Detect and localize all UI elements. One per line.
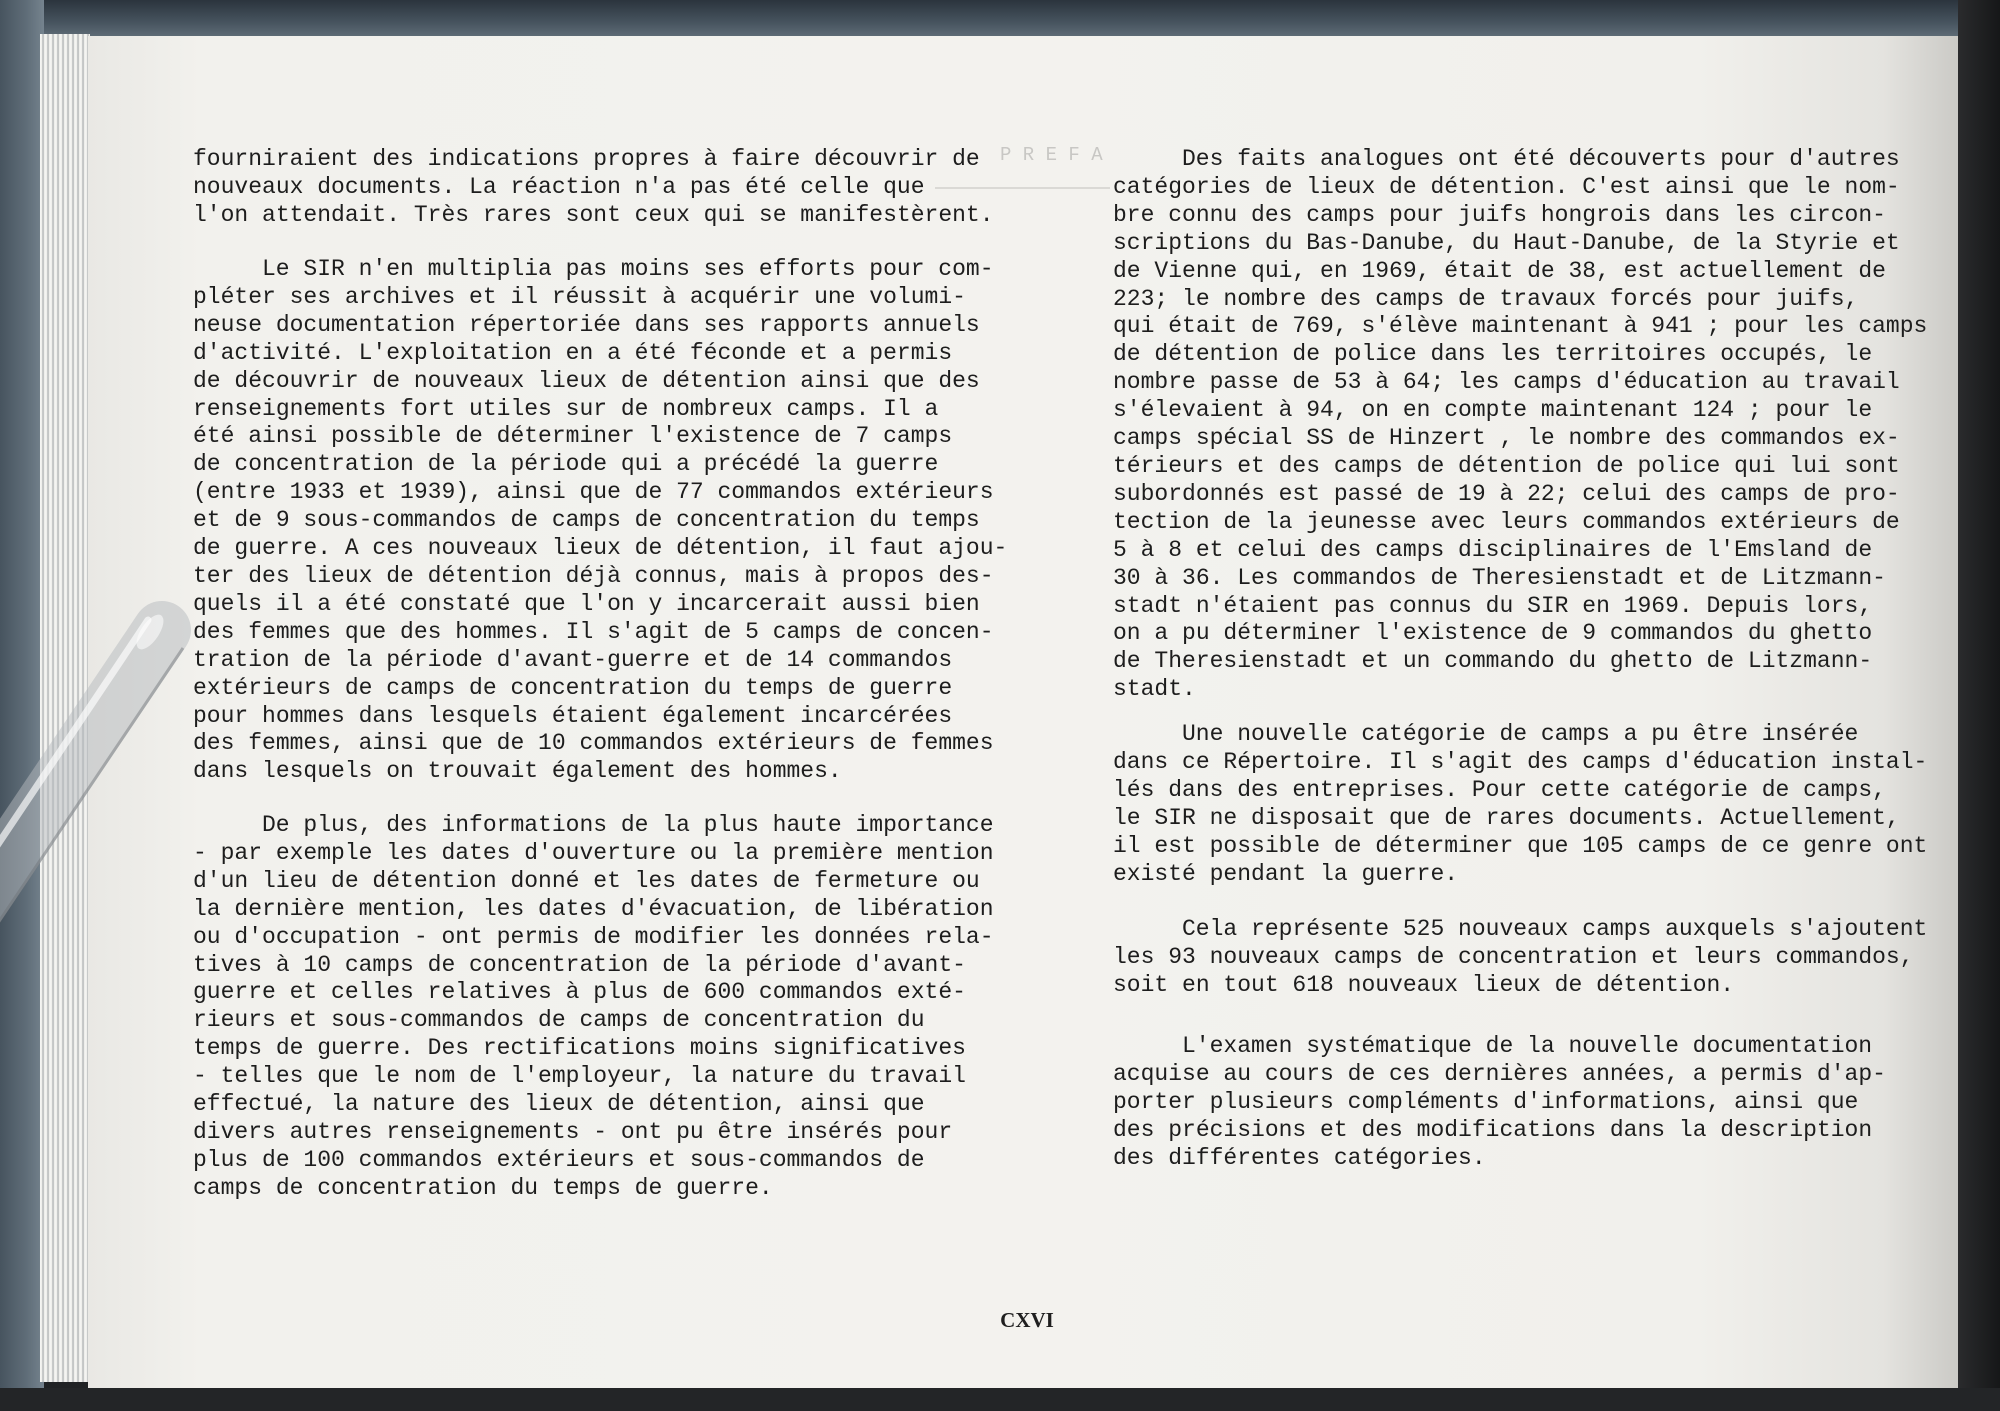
page-number: CXVI xyxy=(1000,1308,1054,1332)
left-text-column xyxy=(193,0,1023,1230)
right-text-column xyxy=(1113,0,1953,1230)
scan-background-right xyxy=(1958,0,2000,1411)
right-paragraph-1: Des faits analogues ont été découverts pour d'autres catégories de lieux de détention. C'est ainsi que le nom- bre connu des camps pour juifs hongrois dans les circon- scriptions du Bas-Danube, du Haut-Danube, de la Styrie et de Vienne qui, en 1969, était de 38, est actuellement de 223; le nombre des camps de travaux forcés pour juifs, qui était de 769, s'élève maintenant à 941 ; pour les camps de détention de police dans les territoires occupés, le nombre passe de 53 à 64; les camps d'éducation au travail s'élevaient à 94, on en compte maintenant 124 ; pour le camps spécial SS de Hinzert , le nombre des commandos ex- térieurs et des camps de détention de police qui lui sont subordonnés est passé de 19 à 22; celui des camps de pro- tection de la jeunesse avec leurs commandos extérieurs de 5 à 8 et celui des camps disciplinaires de l'Emsland de 30 à 36. Les commandos de Theresienstadt et de Litzmann- stadt n'étaient pas connus du SIR en 1969. Depuis lors, on a pu déterminer l'existence de 9 commandos du ghetto de Theresienstadt et un commando du ghetto de Litzmann- stadt. xyxy=(1113,146,1928,703)
right-paragraph-2: Une nouvelle catégorie de camps a pu être insérée dans ce Répertoire. Il s'agit des camps d'éducation instal- lés dans des entreprises. Pour cette catégorie de camps, le SIR ne disposait que de rares documents. Actuellement, il est possible de déterminer que 105 camps de ce genre ont existé pendant la guerre. xyxy=(1113,721,1928,887)
left-paragraph-2: Le SIR n'en multiplia pas moins ses efforts pour com- pléter ses archives et il réussit à acquérir une volumi- neuse documentation répertoriée dans ses rapports annuels d'activité. L'exploitation en a été féconde et a permis de découvrir de nouveaux lieux de détention ainsi que des renseignements fort utiles sur de nombreux camps. Il a été ainsi possible de déterminer l'existence de 7 camps de concentration de la période qui a précédé la guerre (entre 1933 et 1939), ainsi que de 77 commandos extérieurs et de 9 sous-commandos de camps de concentration du temps de guerre. A ces nouveaux lieux de détention, il faut ajou- ter des lieux de détention déjà connus, mais à propos des- quels il a été constaté que l'on y incarcerait aussi bien des femmes que des hommes. Il s'agit de 5 camps de concen- tration de la période d'avant-guerre et de 14 commandos extérieurs de camps de concentration du temps de guerre pour hommes dans lesquels étaient également incarcérées des femmes, ainsi que de 10 commandos extérieurs de femmes dans lesquels on trouvait également des hommes. xyxy=(193,256,1008,785)
right-paragraph-3: Cela représente 525 nouveaux camps auxquels s'ajoutent les 93 nouveaux camps de concentration et leurs commandos, soit en tout 618 nouveaux lieux de détention. xyxy=(1113,916,1928,998)
scan-background-bottom xyxy=(0,1388,2000,1411)
bleed-through-heading: P R E F A xyxy=(1000,144,1103,166)
left-paragraph-1: fourniraient des indications propres à faire découvrir de nouveaux documents. La réaction n'a pas été celle que l'on attendait. Très rares sont ceux qui se manifestèrent. xyxy=(193,146,994,228)
left-paragraph-3: De plus, des informations de la plus haute importance - par exemple les dates d'ouverture ou la première mention d'un lieu de détention donné et les dates de fermeture ou la dernière mention, les dates d'évacuation, de libération ou d'occupation - ont permis de modifier les données rela- tives à 10 camps de concentration de la période d'avant- guerre et celles relatives à plus de 600 commandos exté- rieurs et sous-commandos de camps de concentration du temps de guerre. Des rectifications moins significatives - telles que le nom de l'employeur, la nature du travail effectué, la nature des lieux de détention, ainsi que divers autres renseignements - ont pu être insérés pour plus de 100 commandos extérieurs et sous-commandos de camps de concentration du temps de guerre. xyxy=(193,812,994,1201)
plastic-page-holder xyxy=(0,560,240,960)
holder-body xyxy=(0,630,162,915)
right-paragraph-4: L'examen systématique de la nouvelle documentation acquise au cours de ces dernières années, a permis d'ap- porter plusieurs compléments d'informations, ainsi que des précisions et des modifications dans la description des différentes catégories. xyxy=(1113,1033,1886,1171)
